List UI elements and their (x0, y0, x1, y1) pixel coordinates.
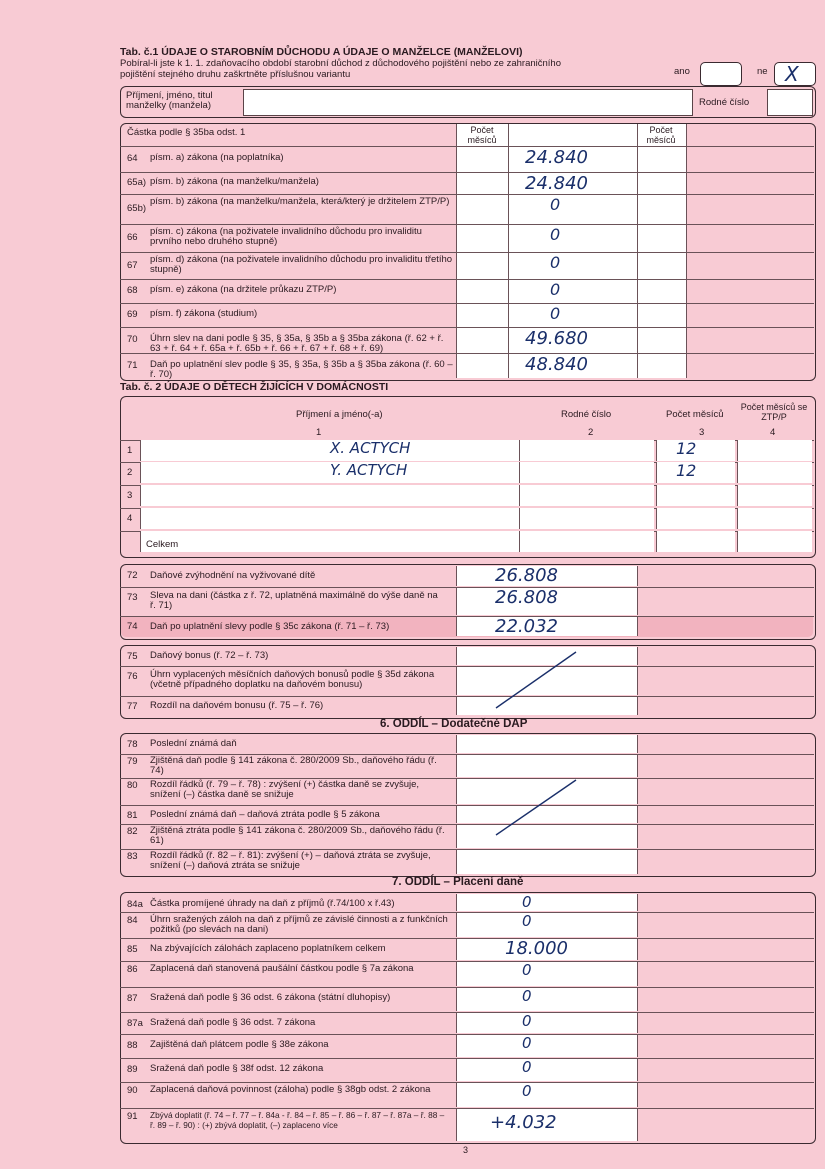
row-label: Poslední známá daň (150, 738, 237, 749)
spouse-rc-field[interactable] (767, 89, 813, 116)
child-cell[interactable] (656, 485, 735, 506)
months-field[interactable] (457, 253, 507, 278)
row-value[interactable]: 0 (522, 961, 532, 979)
row-label: Zaplacená daň stanovená paušální částkou podle § 7a zákona (150, 963, 414, 974)
child-cell[interactable] (519, 440, 654, 461)
row-label: Rozdíl řádků (ř. 82 – ř. 81): zvýšení (+) – daňová ztráta se zvyšuje, snížení (–) daňová ztráta se snižuje (150, 850, 431, 871)
child-cell[interactable] (519, 508, 654, 529)
value-field[interactable] (456, 913, 638, 937)
row-number: 68 (127, 285, 138, 296)
col-name-header: Příjmení a jméno(-a) (296, 409, 383, 420)
row-label: písm. b) zákona (na manželku/manžela) (150, 176, 319, 187)
ano-label: ano (674, 66, 690, 77)
row-value[interactable]: 48.840 (525, 354, 588, 375)
row-label: písm. a) zákona (na poplatníka) (150, 152, 284, 163)
row-label: Sražená daň podle § 38f odst. 12 zákona (150, 1063, 324, 1074)
row-value[interactable]: 0 (550, 253, 561, 272)
row-number: 87 (127, 993, 138, 1004)
row-label: Sražená daň podle § 36 odst. 7 zákona (150, 1017, 316, 1028)
row-number: 79 (127, 756, 138, 767)
months-field[interactable] (457, 280, 507, 302)
tab1-intro (120, 59, 660, 80)
pocet-mesicu-header: Počet měsíců (467, 125, 497, 145)
row-number: 80 (127, 780, 138, 791)
child-cell[interactable] (519, 485, 654, 506)
row-value[interactable]: 18.000 (505, 938, 568, 959)
tab1-months2-col (637, 124, 687, 378)
value-field[interactable] (456, 988, 638, 1011)
months-field[interactable] (457, 225, 507, 251)
value-field[interactable] (456, 1035, 638, 1057)
row-value[interactable]: 22.032 (495, 616, 558, 637)
row-label: Daňové zvýhodnění na vyživované dítě (150, 570, 316, 581)
row-label: Částka promíjené úhrady na daň z příjmů (ř.74/100 x ř.43) (150, 898, 395, 909)
child-name[interactable]: Y. ACTYCH (330, 461, 408, 479)
celkem-label: Celkem (146, 539, 179, 550)
child-cell[interactable] (140, 531, 519, 552)
row-number: 85 (127, 944, 138, 955)
row-value[interactable]: 0 (550, 195, 561, 214)
row-number: 73 (127, 592, 138, 603)
row-label: Na zbývajících zálohách zaplaceno poplatníkem celkem (150, 943, 386, 954)
row-number: 72 (127, 570, 138, 581)
child-cell[interactable] (656, 508, 735, 529)
child-cell[interactable] (737, 440, 812, 461)
row-number: 66 (127, 232, 138, 243)
row-number: 67 (127, 259, 138, 271)
row-number: 83 (127, 851, 138, 862)
row-number: 69 (127, 309, 138, 320)
row-label: Zaplacená daňová povinnost (záloha) podle § 38gb odst. 2 zákona (150, 1084, 431, 1095)
row-value[interactable]: 0 (550, 225, 561, 244)
child-row-number: 3 (127, 490, 133, 501)
row-label: Zajištěná daň plátcem podle § 38e zákona (150, 1039, 329, 1050)
sec7-title: 7. ODDÍL – Placení daně (392, 876, 524, 888)
months-field[interactable] (457, 147, 507, 171)
child-cell[interactable] (737, 531, 812, 552)
pocet-mesicu-header-2: Počet měsíců (646, 125, 676, 145)
row-value[interactable]: 49.680 (525, 328, 588, 349)
spouse-name-field[interactable] (243, 89, 693, 116)
row-number: 71 (127, 359, 138, 371)
value-field[interactable] (456, 894, 638, 911)
col3-index: 3 (699, 427, 705, 438)
row-number: 91 (127, 1111, 138, 1122)
row-label: písm. d) zákona (na poživatele invalidního důchodu pro invaliditu třetího stupně) (150, 254, 453, 275)
row-value[interactable]: +4.032 (490, 1112, 557, 1133)
spouse-box (120, 86, 816, 118)
months-field[interactable] (457, 354, 507, 377)
row-label: Poslední známá daň – daňová ztráta podle § 5 zákona (150, 809, 380, 820)
row-label: Úhrn sražených záloh na daň z příjmů ze závislé činnosti a z funkčních požitků (po slevách na dani) (150, 914, 448, 935)
col4-index: 4 (770, 427, 776, 438)
row-number: 75 (127, 651, 138, 662)
row-label: Daňový bonus (ř. 72 – ř. 73) (150, 650, 269, 661)
spouse-label: Příjmení, jméno, titul manželky (manžela) (126, 90, 213, 111)
row-value[interactable]: 26.808 (495, 565, 558, 586)
row-number: 86 (127, 964, 138, 975)
row-number: 90 (127, 1085, 138, 1096)
row-label: písm. f) zákona (studium) (150, 308, 258, 319)
row-label: Zbývá doplatit (ř. 74 – ř. 77 – ř. 84a - ř. 84 – ř. 85 – ř. 86 – ř. 87 – ř. 87a – ř. 88 – ř. 89 – ř. 90) : (+) zbývá doplatit, (–) zaplaceno více (150, 1110, 445, 1130)
row-label: písm. b) zákona (na manželku/manžela, která/který je držitelem ZTP/P) (150, 196, 450, 207)
row-value[interactable]: 0 (522, 1082, 532, 1100)
col2-index: 2 (588, 427, 594, 438)
row-label: Úhrn slev na dani podle § 35, § 35a, § 35b a § 35ba zákona (ř. 62 + ř. 63 + ř. 64 + ř. 65a + ř. 65b + ř. 66 + ř. 67 + ř. 68 + ř. 69) (150, 333, 444, 354)
value-field[interactable] (456, 962, 638, 986)
row-value[interactable]: 0 (522, 1034, 532, 1052)
row-label: Daň po uplatnění slev podle § 35, § 35a, § 35b a § 35ba zákona (ř. 60 – ř. 70) (150, 358, 453, 380)
child-cell[interactable] (737, 462, 812, 483)
row-label: Sražená daň podle § 36 odst. 6 zákona (státní dluhopisy) (150, 992, 391, 1003)
row-value[interactable]: 0 (550, 280, 561, 299)
tab2-title: Tab. č. 2 ÚDAJE O DĚTECH ŽIJÍCÍCH V DOMÁCNOSTI (120, 381, 389, 393)
row-number: 78 (127, 739, 138, 750)
child-row-number: 4 (127, 513, 133, 524)
col1-index: 1 (316, 427, 322, 438)
row-value[interactable]: 0 (522, 1058, 532, 1076)
ne-check-mark: X (785, 62, 799, 86)
row-number: 76 (127, 671, 138, 682)
row-number: 87a (127, 1018, 143, 1029)
rodne-cislo-label: Rodné číslo (699, 97, 750, 108)
sec6-title: 6. ODDÍL – Dodatečné DAP (380, 718, 528, 730)
child-months[interactable]: 12 (676, 461, 697, 480)
row-value[interactable]: 24.840 (525, 147, 588, 168)
value-field[interactable] (456, 1083, 638, 1107)
tab1-intro-line2: pojištění stejného druhu zaškrtněte příslušnou variantu (120, 68, 351, 80)
child-cell[interactable] (519, 531, 654, 552)
row-label: Rozdíl na daňovém bonusu (ř. 75 – ř. 76) (150, 700, 324, 711)
child-cell[interactable] (519, 462, 654, 483)
child-cell[interactable] (737, 485, 812, 506)
col-months-header: Počet měsíců (666, 409, 724, 420)
months-field[interactable] (457, 195, 507, 223)
months-field[interactable] (457, 173, 507, 193)
row-label: písm. e) zákona (na držitele průkazu ZTP/P) (150, 284, 337, 295)
row-label: Rozdíl řádků (ř. 79 – ř. 78) : zvýšení (+) částka daně se zvyšuje, snížení (–) částka daně se snižuje (150, 779, 420, 800)
page-number: 3 (463, 1145, 469, 1155)
child-cell[interactable] (656, 531, 735, 552)
cross-out-line-sec6 (456, 735, 636, 875)
child-name[interactable]: X. ACTYCH (330, 439, 411, 457)
ne-checkbox[interactable] (774, 62, 816, 86)
row-number: 84 (127, 915, 138, 926)
child-cell[interactable] (140, 508, 519, 529)
row-number: 65a) (127, 177, 147, 188)
row-label: Daň po uplatnění slevy podle § 35c zákona (ř. 71 – ř. 73) (150, 621, 390, 632)
row-label: Úhrn vyplacených měsíčních daňových bonusů podle § 35d zákona (včetně případného doplatku na daňovém bonusu) (150, 669, 435, 690)
child-cell[interactable] (140, 485, 519, 506)
row-number: 65b) (127, 203, 147, 214)
row-value[interactable]: 0 (522, 987, 532, 1005)
row-value[interactable]: 0 (550, 304, 561, 323)
row-value[interactable]: 26.808 (495, 587, 558, 608)
row-number: 81 (127, 810, 138, 821)
months-field[interactable] (457, 304, 507, 326)
child-months[interactable]: 12 (676, 439, 697, 458)
row-number: 64 (127, 153, 138, 164)
row-label: Zjištěná daň podle § 141 zákona č. 280/2009 Sb., daňového řádu (ř. 74) (150, 755, 437, 776)
value-field[interactable] (456, 1013, 638, 1033)
row-number: 77 (127, 701, 138, 712)
ne-label: ne (757, 66, 768, 77)
row-number: 70 (127, 334, 138, 345)
castka-header: Částka podle § 35ba odst. 1 (127, 127, 246, 138)
months-field[interactable] (457, 328, 507, 352)
row-value[interactable]: 0 (522, 912, 532, 930)
row-number: 84a (127, 899, 143, 910)
col-rc-header: Rodné číslo (561, 409, 612, 420)
tab1-title: Tab. č.1 ÚDAJE O STAROBNÍM DŮCHODU A ÚDAJE O MANŽELCE (MANŽELOVI) (120, 46, 523, 58)
tab1-intro-line1: Pobíral-li jste k 1. 1. zdaňovacího období starobní důchod z důchodového pojištění nebo ze zahraničního (120, 58, 561, 69)
row-value[interactable]: 24.840 (525, 173, 588, 194)
row-number: 89 (127, 1064, 138, 1075)
row-label: písm. c) zákona (na poživatele invalidního důchodu pro invaliditu prvního nebo druhého stupně) (150, 226, 422, 247)
child-row-number: 1 (127, 445, 133, 456)
value-field[interactable] (456, 1059, 638, 1081)
row-label: Sleva na dani (částka z ř. 72, uplatněná maximálně do výše daně na ř. 71) (150, 590, 438, 611)
ano-checkbox[interactable] (700, 62, 742, 86)
col-ztp-header: Počet měsíců se ZTP/P (740, 402, 808, 422)
cross-out-line-75 (456, 646, 636, 716)
child-row-number: 2 (127, 467, 133, 478)
row-value[interactable]: 0 (522, 893, 532, 911)
row-number: 82 (127, 826, 138, 837)
row-number: 88 (127, 1040, 138, 1051)
child-cell[interactable] (737, 508, 812, 529)
row-number: 74 (127, 621, 138, 632)
row-value[interactable]: 0 (522, 1012, 532, 1030)
row-label: Zjištěná ztráta podle § 141 zákona č. 280/2009 Sb., daňového řádu (ř. 61) (150, 825, 445, 846)
